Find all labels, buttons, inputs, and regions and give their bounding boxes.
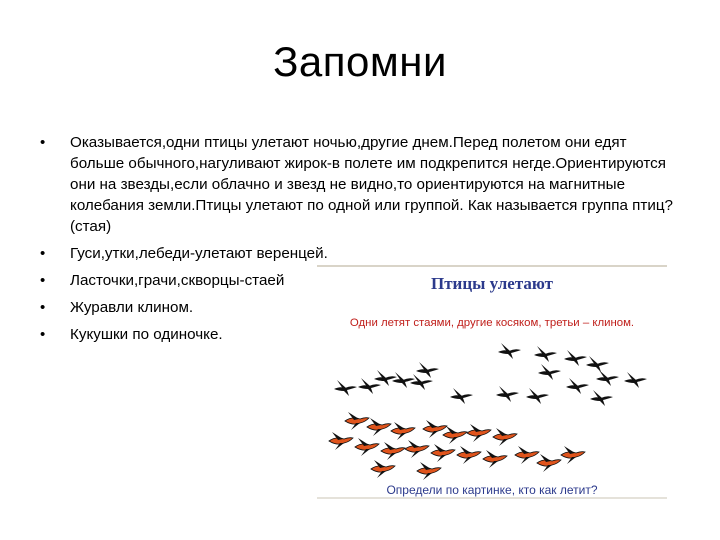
bird-icon: [374, 370, 397, 386]
slide-title: Запомни: [273, 38, 447, 85]
bird-icon: [392, 372, 415, 388]
bird-icon: [334, 380, 357, 396]
bird-icon: [416, 362, 439, 378]
bird-icon: [590, 390, 613, 406]
bullet-dot-icon: •: [40, 134, 46, 151]
bird-icon: [498, 343, 521, 359]
bird-icon: [526, 388, 549, 404]
birds-illustration: [317, 265, 667, 501]
bird-icon: [345, 412, 369, 430]
bird-icon: [443, 426, 467, 444]
figure-subtitle: Одни летят стаями, другие косяком, третьи – клином.: [349, 317, 635, 329]
bullet-text: Журавли клином.: [70, 299, 194, 316]
bullet-text: Ласточки,грачи,скворцы-стаей: [70, 272, 285, 289]
bird-icon: [405, 440, 429, 458]
figure-question: Определи по картинке, кто как летит?: [386, 483, 598, 497]
bird-icon: [367, 418, 391, 436]
figure-heading: Птицы улетают: [430, 274, 554, 293]
bird-icon: [417, 462, 441, 480]
bird-icon: [564, 350, 587, 366]
bird-icon: [391, 422, 415, 440]
bird-icon: [538, 364, 561, 380]
bird-icon: [515, 446, 539, 464]
bird-icon: [358, 378, 381, 394]
bullet-text: Кукушки по одиночке.: [70, 326, 223, 343]
bird-icon: [493, 428, 517, 446]
bird-icon: [450, 388, 473, 404]
bullet-item: [40, 132, 680, 237]
bird-icon: [457, 446, 481, 464]
bullet-dot-icon: •: [40, 326, 46, 343]
bird-icon: [586, 356, 609, 372]
dark-birds-group: [334, 343, 647, 406]
figure-divider: [317, 497, 667, 499]
bird-icon: [483, 450, 507, 468]
orange-birds-group: [329, 412, 585, 480]
bird-icon: [467, 424, 491, 442]
bird-icon: [329, 432, 353, 450]
bird-icon: [561, 446, 585, 464]
bird-icon: [534, 346, 557, 362]
figure-divider: [317, 265, 667, 267]
flying-birds-picture: [317, 337, 667, 485]
bird-icon: [381, 442, 405, 460]
bird-icon: [624, 372, 647, 388]
bullet-dot-icon: •: [40, 299, 46, 316]
bullet-text: Оказывается,одни птицы улетают ночью,другие днем.Перед полетом они едят больше обычного,нагуливают жирок-в полете им подкрепится негде.Ориентируются они на звезды,если облачно и звезд не видно,то ориентируются на магнитные колебания земли.Птицы улетают по одной или группой. Как называется группа птиц?(стая): [70, 134, 673, 235]
bullet-item: [40, 243, 680, 264]
bird-icon: [537, 454, 561, 472]
bird-icon: [596, 370, 619, 386]
bullet-dot-icon: •: [40, 272, 46, 289]
bird-icon: [431, 444, 455, 462]
bird-icon: [496, 386, 519, 402]
bird-icon: [566, 378, 589, 394]
bird-icon: [355, 438, 379, 456]
bullet-dot-icon: •: [40, 245, 46, 262]
bullet-text: Гуси,утки,лебеди-улетают веренцей.: [70, 245, 328, 262]
bird-icon: [371, 460, 395, 478]
